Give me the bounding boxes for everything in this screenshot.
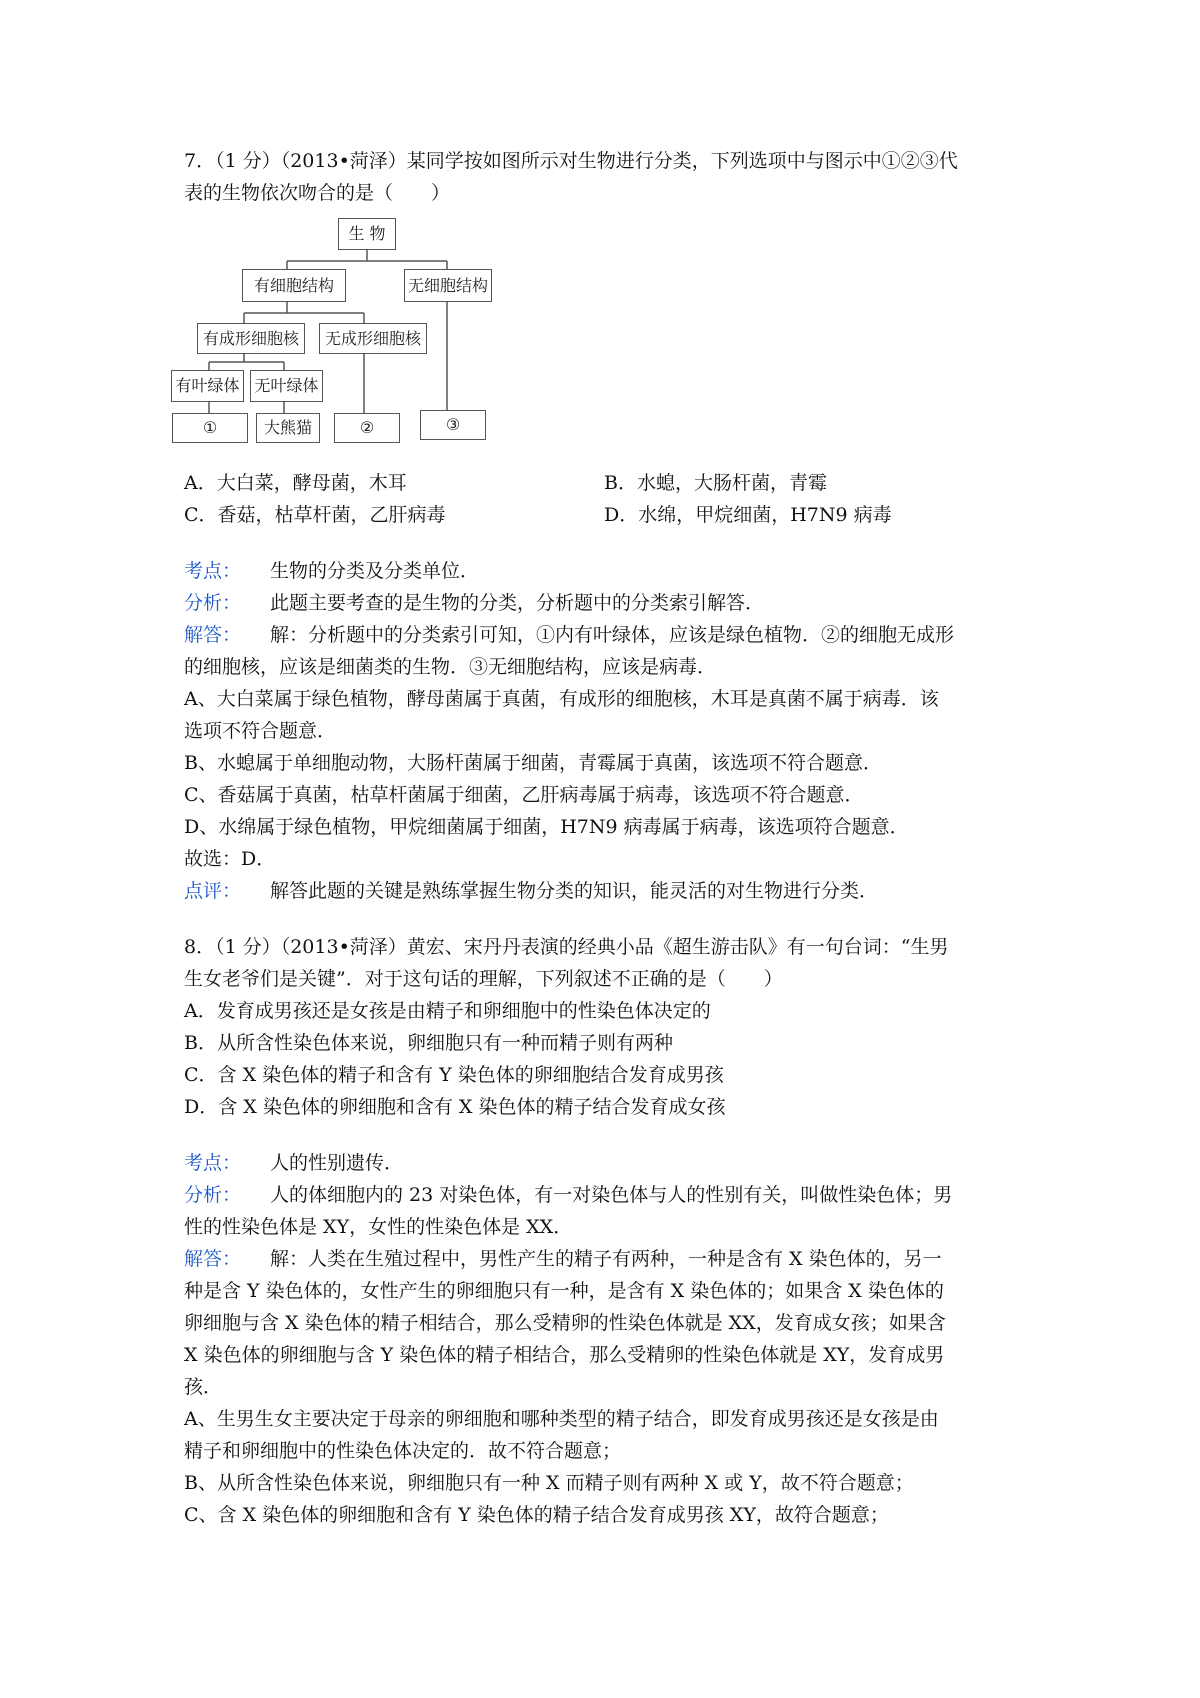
q8-jieda (184, 1243, 1044, 1275)
diagram-node-has-nucleus: 有成形细胞核 (197, 323, 305, 354)
q8-jieda-line5: 孩． (184, 1376, 223, 1398)
q7-kaodian-label: 考点： (184, 560, 242, 582)
q8-kaodian (184, 1147, 1044, 1179)
q7-dianping-label: 点评： (184, 880, 242, 902)
q8-a-line1: A、生男生女主要决定于母亲的卵细胞和哪种类型的精子结合，即发育成男孩还是女孩是由 (184, 1408, 939, 1430)
q7-option-b: B．水螅，大肠杆菌，青霉 (604, 472, 827, 494)
q8-fenxi-label: 分析： (184, 1184, 242, 1206)
q7-dianping (184, 875, 1044, 907)
q8-jieda-label: 解答： (184, 1248, 242, 1270)
q8-option-b: B．从所含性染色体来说，卵细胞只有一种而精子则有两种 (184, 1032, 673, 1054)
q7-jieda-label: 解答： (184, 624, 242, 646)
q7-d-line: D、水绵属于绿色植物，甲烷细菌属于细菌，H7N9 病毒属于病毒，该选项符合题意． (184, 816, 909, 838)
q8-fenxi-line1: 人的体细胞内的 23 对染色体，有一对染色体与人的性别有关，叫做性染色体；男 (270, 1184, 953, 1206)
q8-jieda-line3: 卵细胞与含 X 染色体的精子相结合，那么受精卵的性染色体就是 XX，发育成女孩；如果含 (184, 1312, 946, 1334)
diagram-leaf-2: ② (334, 413, 400, 443)
q8-c-line: C、含 X 染色体的卵细胞和含有 Y 染色体的精子结合发育成男孩 XY，故符合题意； (184, 1504, 889, 1526)
q8-jieda-line1: 解：人类在生殖过程中，男性产生的精子有两种，一种是含有 X 染色体的，另一 (270, 1248, 942, 1270)
q8-a-line2: 精子和卵细胞中的性染色体决定的．故不符合题意； (184, 1440, 622, 1462)
diagram-leaf-3: ③ (420, 410, 486, 440)
q7-jieda-line2: 的细胞核，应该是细菌类的生物．③无细胞结构，应该是病毒． (184, 656, 717, 678)
q7-options-row2 (184, 499, 1044, 531)
q7-jieda (184, 619, 1044, 651)
q8-option-d: D．含 X 染色体的卵细胞和含有 X 染色体的精子结合发育成女孩 (184, 1096, 726, 1118)
q7-stem-line1: 7．（1 分）（2013•菏泽）某同学按如图所示对生物进行分类，下列选项中与图示中①②③代 (184, 150, 958, 172)
q8-option-a: A．发育成男孩还是女孩是由精子和卵细胞中的性染色体决定的 (184, 1000, 711, 1022)
q8-fenxi (184, 1179, 1044, 1211)
diagram-node-no-cell: 无细胞结构 (404, 269, 492, 302)
q7-fenxi-text: 此题主要考查的是生物的分类，分析题中的分类索引解答． (270, 592, 765, 614)
q7-fenxi-label: 分析： (184, 592, 242, 614)
q7-c-line: C、香菇属于真菌，枯草杆菌属于细菌，乙肝病毒属于病毒，该选项不符合题意． (184, 784, 864, 806)
document-page (175, 145, 1044, 1531)
q7-jieda-line1: 解：分析题中的分类索引可知，①内有叶绿体，应该是绿色植物．②的细胞无成形 (270, 624, 955, 646)
q8-stem-line2: 生女老爷们是关键”．对于这句话的理解，下列叙述不正确的是（ ） (184, 968, 783, 990)
q7-b-line: B、水螅属于单细胞动物，大肠杆菌属于细菌，青霉属于真菌，该选项不符合题意． (184, 752, 882, 774)
q7-a-line1: A、大白菜属于绿色植物，酵母菌属于真菌，有成形的细胞核，木耳是真菌不属于病毒．该 (184, 688, 939, 710)
q7-dianping-text: 解答此题的关键是熟练掌握生物分类的知识，能灵活的对生物进行分类． (270, 880, 879, 902)
q7-option-d: D．水绵，甲烷细菌，H7N9 病毒 (604, 504, 892, 526)
diagram-leaf-panda: 大熊猫 (256, 413, 320, 443)
q7-stem-line2: 表的生物依次吻合的是（ ） (184, 182, 451, 204)
q7-option-a: A．大白菜，酵母菌，木耳 (184, 472, 407, 494)
diagram-node-no-nucleus: 无成形细胞核 (319, 323, 427, 354)
diagram-node-no-chloro: 无叶绿体 (250, 370, 323, 402)
q8-fenxi-line2: 性的性染色体是 XY，女性的性染色体是 XX． (184, 1216, 573, 1238)
diagram-node-has-chloro: 有叶绿体 (171, 370, 244, 402)
q8-kaodian-label: 考点： (184, 1152, 242, 1174)
diagram-leaf-1: ① (172, 413, 248, 443)
diagram-node-has-cell: 有细胞结构 (242, 269, 346, 302)
classification-diagram (175, 213, 544, 463)
q7-a-line2: 选项不符合题意． (184, 720, 337, 742)
q7-fenxi (184, 587, 1044, 619)
diagram-node-root: 生 物 (338, 218, 396, 250)
q7-option-c: C．香菇，枯草杆菌，乙肝病毒 (184, 504, 446, 526)
q7-kaodian (184, 555, 1044, 587)
q8-kaodian-text: 人的性别遗传． (270, 1152, 404, 1174)
q8-stem-line1: 8．（1 分）（2013•菏泽）黄宏、宋丹丹表演的经典小品《超生游击队》有一句台词：“生男 (184, 936, 949, 958)
q7-answer: 故选：D． (184, 848, 276, 870)
q8-jieda-line4: X 染色体的卵细胞与含 Y 染色体的精子相结合，那么受精卵的性染色体就是 XY，发育成男 (184, 1344, 945, 1366)
q8-option-c: C．含 X 染色体的精子和含有 Y 染色体的卵细胞结合发育成男孩 (184, 1064, 724, 1086)
q7-kaodian-text: 生物的分类及分类单位． (270, 560, 480, 582)
q8-b-line: B、从所含性染色体来说，卵细胞只有一种 X 而精子则有两种 X 或 Y，故不符合题意； (184, 1472, 914, 1494)
q7-options-row1 (184, 467, 1044, 499)
q8-jieda-line2: 种是含 Y 染色体的，女性产生的卵细胞只有一种，是含有 X 染色体的；如果含 X 染色体的 (184, 1280, 944, 1302)
